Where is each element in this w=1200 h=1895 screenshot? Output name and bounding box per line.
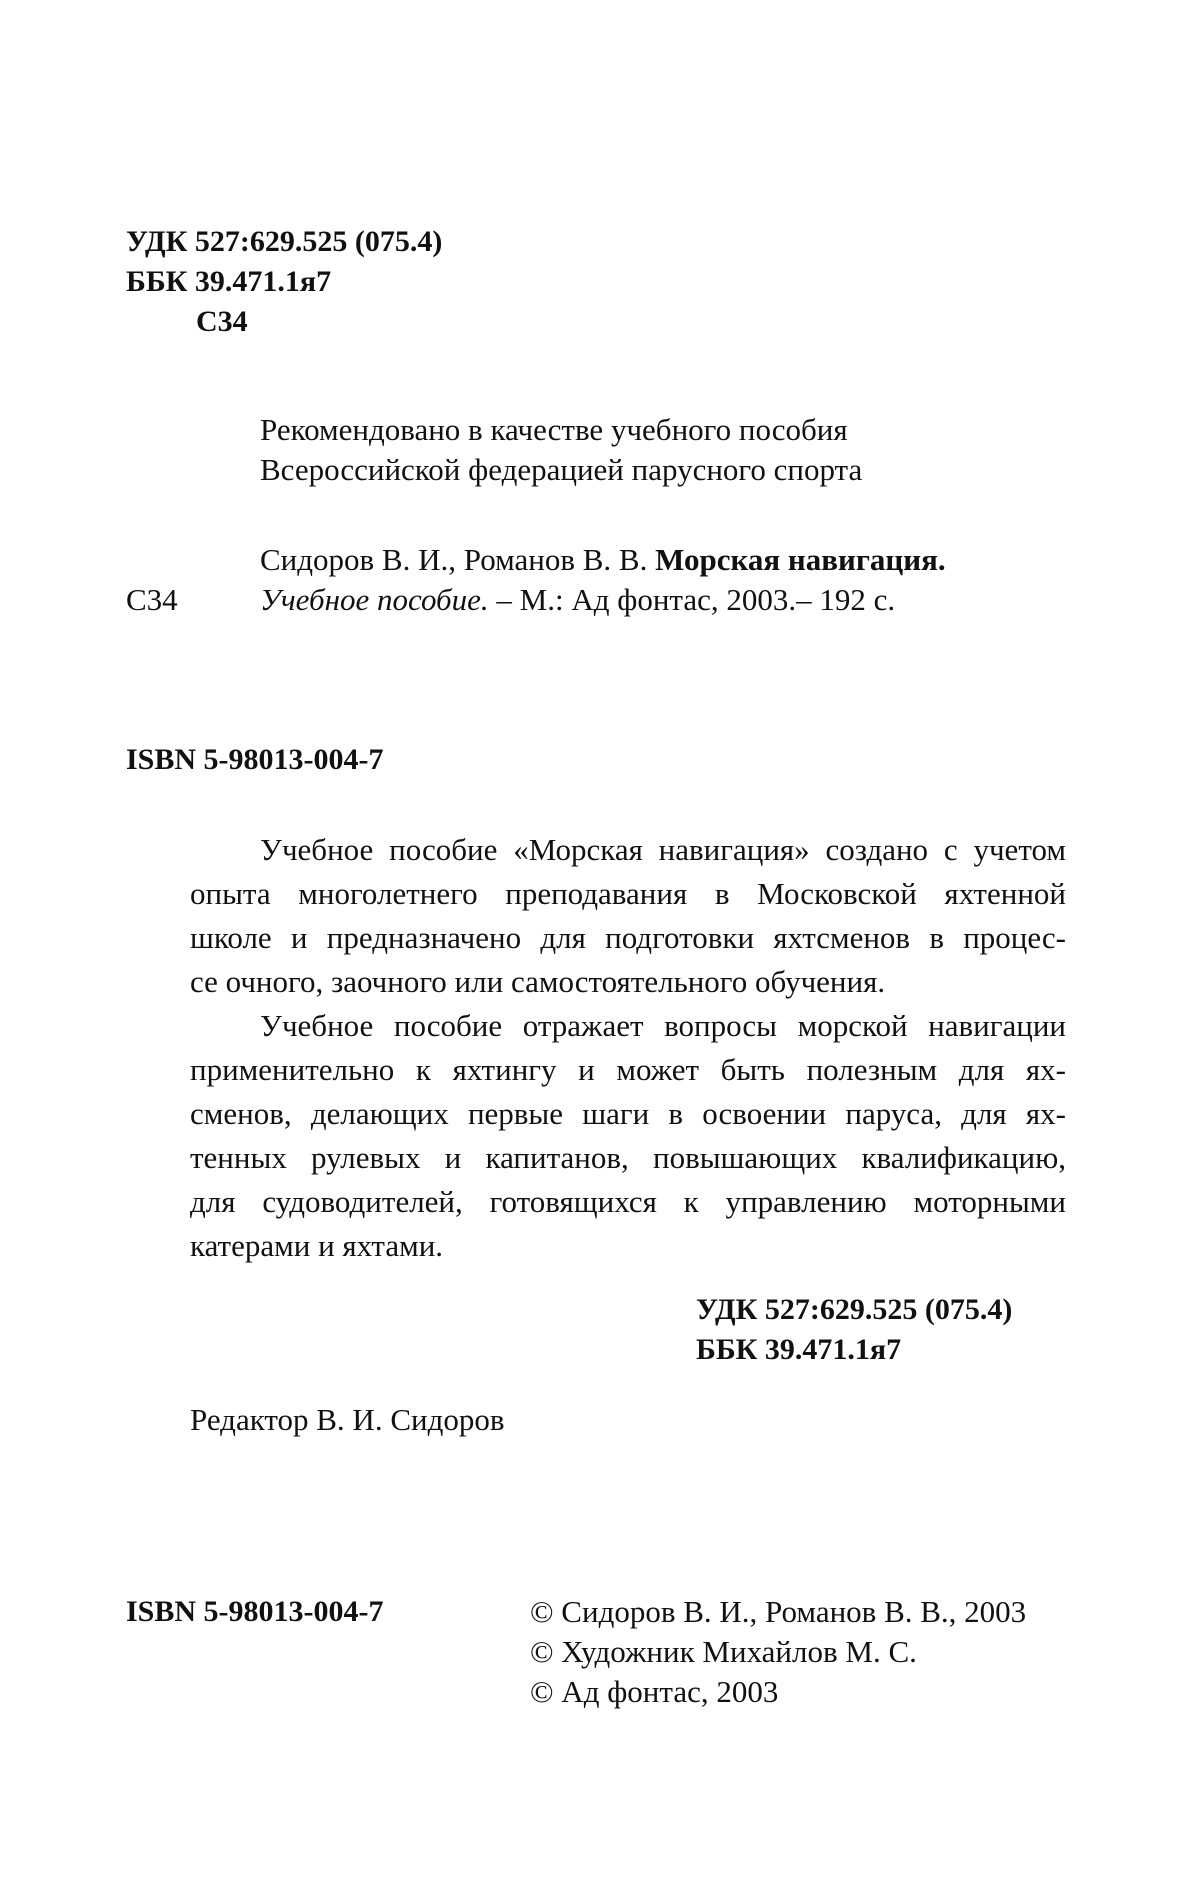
citation-authors: Сидоров В. И., Романов В. В. [260,542,647,577]
editor-credit: Редактор В. И. Сидоров [190,1400,505,1440]
copyright-page [0,0,1200,1895]
copyright-authors: © Сидоров В. И., Романов В. В., 2003 [530,1592,1026,1632]
isbn-top: ISBN 5-98013-004-7 [126,740,384,780]
annotation-p1-line: школе и предназначено для подготовки яхтсменов в процес- [190,918,1066,958]
author-mark: С34 [196,302,248,342]
footer-udk-code: УДК 527:629.525 (075.4) [696,1290,1012,1330]
citation-line-2 [260,580,895,620]
annotation-p2-line: сменов, делающих первые шаги в освоении паруса, для ях- [190,1094,1066,1134]
recommendation-line-2: Всероссийской федерацией парусного спорта [260,450,862,490]
citation-title: Морская навигация. [655,542,946,577]
annotation-p2-line: для судоводителей, готовящихся к управлению моторными [190,1182,1066,1222]
citation-type: Учебное пособие. [260,582,489,617]
copyright-artist: © Художник Михайлов М. С. [530,1632,917,1672]
annotation-p1-line: опыта многолетнего преподавания в Московской яхтенной [190,874,1066,914]
annotation-p2-line: катерами и яхтами. [190,1226,443,1266]
annotation-p1-line: Учебное пособие «Морская навигация» создано с учетом [260,830,1066,870]
udk-code: УДК 527:629.525 (075.4) [126,222,442,262]
citation-line-1 [260,540,946,580]
annotation-p2-line: применительно к яхтингу и может быть полезным для ях- [190,1050,1066,1090]
annotation-p1-line: се очного, заочного или самостоятельного обучения. [190,962,885,1002]
isbn-bottom: ISBN 5-98013-004-7 [126,1592,384,1632]
citation-publisher: – М.: Ад фонтас, 2003.– 192 с. [496,582,895,617]
annotation-p2-line: тенных рулевых и капитанов, повышающих квалификацию, [190,1138,1066,1178]
annotation-p2-line: Учебное пособие отражает вопросы морской навигации [260,1006,1066,1046]
citation-mark: С34 [126,580,178,620]
bbk-code: ББК 39.471.1я7 [126,262,331,302]
recommendation-line-1: Рекомендовано в качестве учебного пособия [260,410,848,450]
footer-bbk-code: ББК 39.471.1я7 [696,1330,901,1370]
copyright-publisher: © Ад фонтас, 2003 [530,1672,778,1712]
